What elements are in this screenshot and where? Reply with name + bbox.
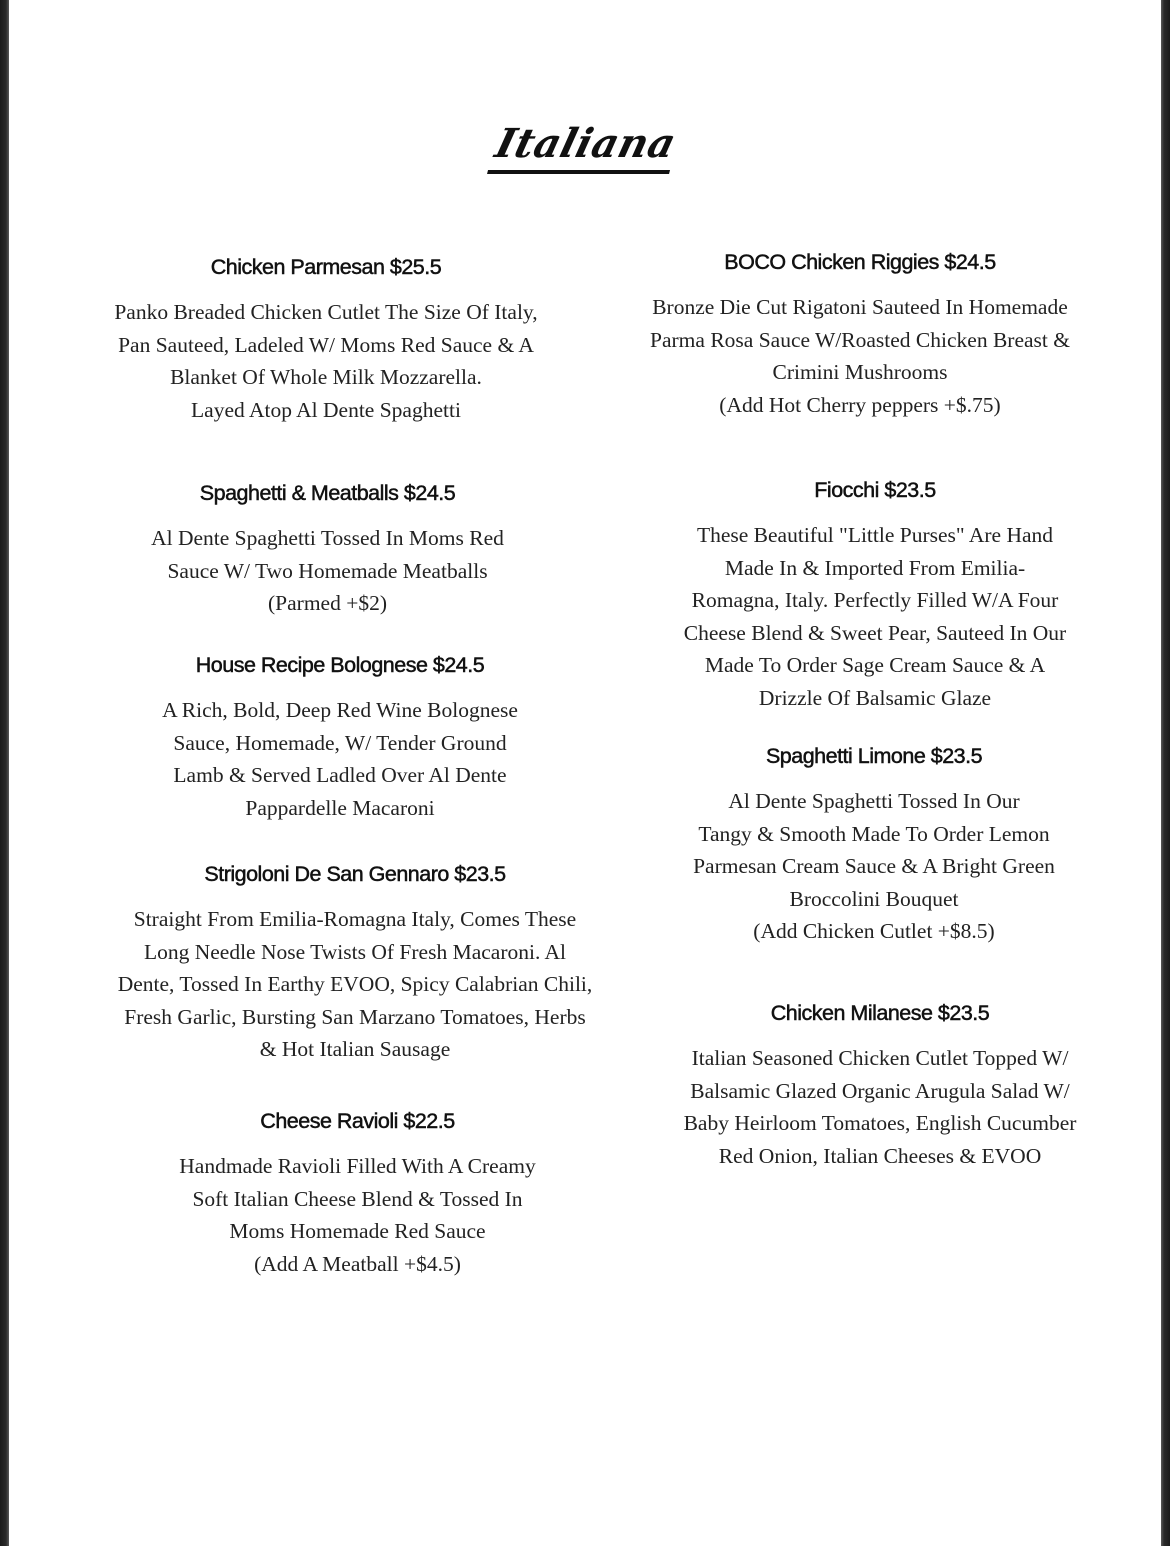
menu-title bbox=[0, 118, 1170, 174]
menu-item-name: BOCO Chicken Riggies $24.5 bbox=[724, 250, 996, 274]
menu-item-description: A Rich, Bold, Deep Red Wine Bolognese Sauce, Homemade, W/ Tender Ground Lamb & Served Ladled Over Al Dente Pappardelle Macaroni bbox=[162, 698, 518, 820]
menu-item-name: Chicken Parmesan $25.5 bbox=[210, 255, 442, 279]
menu-item-name: Chicken Milanese $23.5 bbox=[770, 1001, 990, 1025]
menu-item-description: Handmade Ravioli Filled With A Creamy Soft Italian Cheese Blend & Tossed In Moms Homemade Red Sauce (Add A Meatball +$4.5) bbox=[179, 1154, 536, 1276]
left-edge-border bbox=[0, 0, 9, 1546]
menu-item-name: Spaghetti & Meatballs $24.5 bbox=[199, 481, 456, 505]
menu-item-cheese-ravioli bbox=[60, 1108, 655, 1280]
menu-item-name: Spaghetti Limone $23.5 bbox=[765, 744, 983, 768]
menu-item-name: Cheese Ravioli $22.5 bbox=[260, 1109, 455, 1133]
menu-item-description: Al Dente Spaghetti Tossed In Moms Red Sauce W/ Two Homemade Meatballs (Parmed +$2) bbox=[151, 526, 504, 615]
menu-item-strigoloni bbox=[60, 861, 650, 1066]
menu-item-description: Italian Seasoned Chicken Cutlet Topped W/ Balsamic Glazed Organic Arugula Salad W/ Baby Heirloom Tomatoes, English Cucumber Red Onion, Italian Cheeses & EVOO bbox=[683, 1046, 1077, 1168]
menu-item-description: Panko Breaded Chicken Cutlet The Size Of Italy, Pan Sauteed, Ladeled W/ Moms Red Sauce & A Blanket Of Whole Milk Mozzarella. Layed Atop Al Dente Spaghetti bbox=[114, 300, 538, 422]
menu-item-chicken-milanese bbox=[610, 1000, 1150, 1172]
menu-item-house-bolognese bbox=[60, 652, 620, 824]
menu-item-spaghetti-limone bbox=[610, 743, 1138, 948]
menu-title-text: Italiana bbox=[487, 118, 683, 174]
menu-item-spaghetti-meatballs bbox=[60, 480, 595, 620]
menu-item-description: Bronze Die Cut Rigatoni Sauteed In Homemade Parma Rosa Sauce W/Roasted Chicken Breast & Crimini Mushrooms (Add Hot Cherry peppers +$.75) bbox=[650, 295, 1070, 417]
menu-item-name: House Recipe Bolognese $24.5 bbox=[195, 653, 485, 677]
menu-item-description: These Beautiful "Little Purses" Are Hand Made In & Imported From Emilia- Romagna, Italy. Perfectly Filled W/A Four Cheese Blend & Sweet Pear, Sauteed In Our Made To Order Sage Cream Sauce & A Drizzle Of Balsamic Glaze bbox=[683, 523, 1067, 710]
menu-item-description: Al Dente Spaghetti Tossed In Our Tangy & Smooth Made To Order Lemon Parmesan Cream Sauce & A Bright Green Broccolini Bouquet (Add Chicken Cutlet +$8.5) bbox=[693, 789, 1055, 943]
menu-item-boco-chicken-riggies bbox=[590, 249, 1130, 421]
right-edge-border bbox=[1161, 0, 1170, 1546]
menu-item-description: Straight From Emilia-Romagna Italy, Comes These Long Needle Nose Twists Of Fresh Macaroni. Al Dente, Tossed In Earthy EVOO, Spicy Calabrian Chili, Fresh Garlic, Bursting San Marzano Tomatoes, Herbs & Hot Italian Sausage bbox=[117, 907, 593, 1061]
menu-item-fiocchi bbox=[610, 477, 1140, 714]
menu-item-name: Strigoloni De San Gennaro $23.5 bbox=[204, 862, 506, 886]
menu-item-chicken-parmesan bbox=[60, 254, 592, 426]
menu-item-name: Fiocchi $23.5 bbox=[814, 478, 936, 502]
